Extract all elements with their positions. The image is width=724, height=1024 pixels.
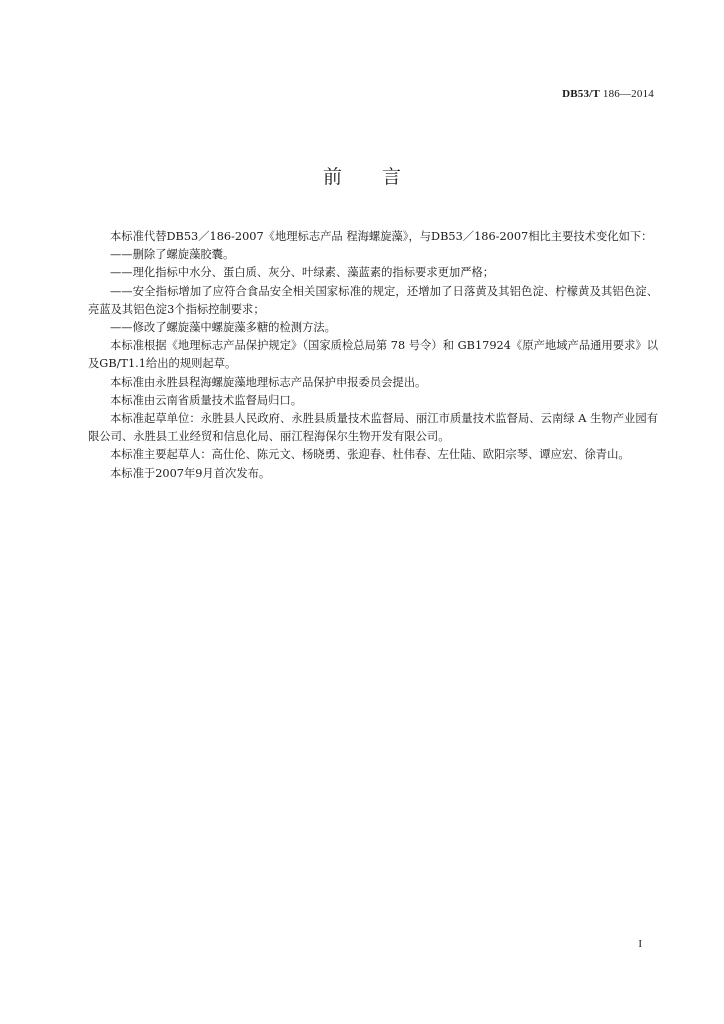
page-title: 前言 [322, 166, 441, 188]
standard-code-number: 186—2014 [599, 88, 654, 100]
paragraph-replacement-note: 本标准代替DB53／186-2007《地理标志产品 程海螺旋藻》，与DB53／186-2007相比主要技术变化如下： [110, 230, 653, 243]
paragraph-change-2: ——理化指标中水分、蛋白质、灰分、叶绿素、藻蓝素的指标要求更加严格； [110, 266, 495, 280]
paragraph-drafters: 本标准主要起草人：高仕伦、陈元文、杨晓勇、张迎春、杜伟春、左仕陆、欧阳宗琴、谭应宏、徐青山。 [110, 448, 630, 462]
paragraph-drafting-units: 本标准起草单位：永胜县人民政府、永胜县质量技术监督局、丽江市质量技术监督局、云南绿 A 生物产业园有限公司、永胜县工业经贸和信息化局、丽江程海保尔生物开发有限公司。 [88, 412, 658, 444]
paragraph-change-3: ——安全指标增加了应符合食品安全相关国家标准的规定，还增加了日落黄及其铝色淀、柠檬黄及其铝色淀、亮蓝及其铝色淀3个指标控制要求； [88, 284, 658, 316]
standard-code-header [562, 88, 654, 100]
standard-code-prefix: DB53/T [562, 88, 600, 100]
foreword-body [88, 228, 658, 483]
paragraph-change-1: ——删除了螺旋藻胶囊。 [110, 248, 235, 262]
paragraph-proposer: 本标准由永胜县程海螺旋藻地理标志产品保护申报委员会提出。 [110, 375, 427, 389]
paragraph-administrator: 本标准由云南省质量技术监督局归口。 [110, 393, 303, 407]
paragraph-basis: 本标准根据《地理标志产品保护规定》（国家质检总局第 78 号令）和 GB17924《原产地域产品通用要求》以及GB/T1.1给出的规则起草。 [88, 339, 658, 371]
page-number: I [638, 938, 642, 950]
paragraph-first-release: 本标准于2007年9月首次发布。 [110, 466, 271, 480]
paragraph-change-4: ——修改了螺旋藻中螺旋藻多糖的检测方法。 [110, 321, 336, 335]
